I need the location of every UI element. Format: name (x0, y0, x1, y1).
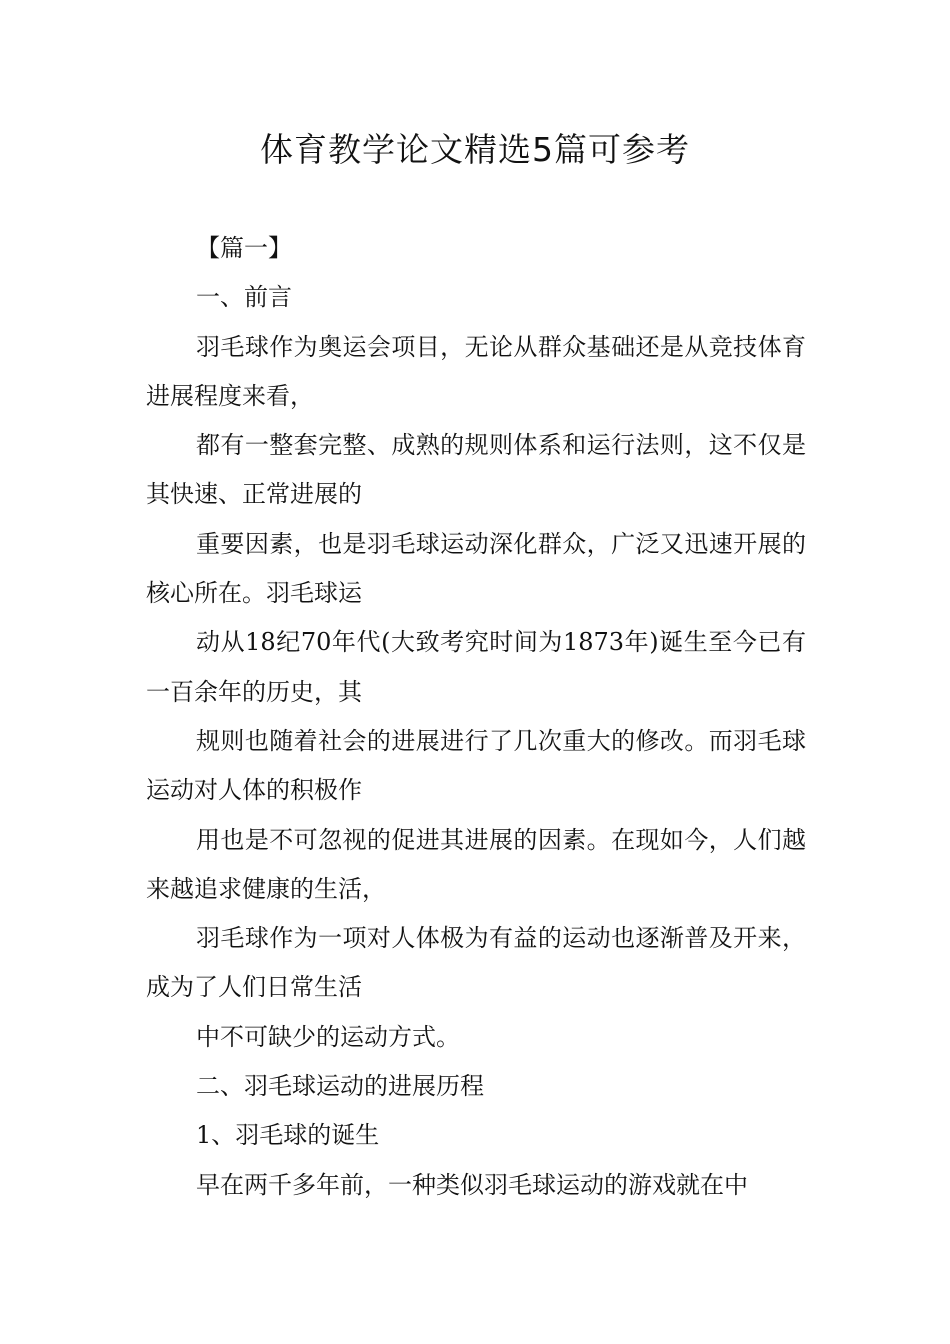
paragraph: 中不可缺少的运动方式。 (196, 1022, 460, 1051)
paragraph: 重要因素，也是羽毛球运动深化群众，广泛又迅速开展的核心所在。羽毛球运 (146, 529, 806, 608)
paragraph-section-label: 【篇一】 (196, 234, 292, 262)
paragraph: 羽毛球作为奥运会项目，无论从群众基础还是从竞技体育进展程度来看， (146, 332, 806, 410)
paragraph: 早在两千多年前，一种类似羽毛球运动的游戏就在中 (196, 1170, 748, 1199)
paragraph: 规则也随着社会的进展进行了几次重大的修改。而羽毛球运动对人体的积极作 (146, 726, 806, 805)
paragraph-heading-foreword: 一、前言 (196, 283, 292, 312)
document-title: 体育教学论文精选5篇可参考 (260, 130, 690, 169)
paragraph: 动从18纪70年代(大致考究时间为1873年)诞生至今已有一百余年的历史，其 (146, 628, 806, 706)
paragraph-heading-history: 二、羽毛球运动的进展历程 (196, 1072, 484, 1101)
paragraph: 用也是不可忽视的促进其进展的因素。在现如今，人们越来越追求健康的生活， (146, 825, 806, 903)
document-body (146, 224, 806, 1210)
paragraph-subheading-origin: 1、羽毛球的诞生 (196, 1121, 380, 1150)
paragraph: 都有一整套完整、成熟的规则体系和运行法则，这不仅是其快速、正常进展的 (146, 431, 806, 509)
paragraph: 羽毛球作为一项对人体极为有益的运动也逐渐普及开来，成为了人们日常生活 (146, 924, 806, 1002)
